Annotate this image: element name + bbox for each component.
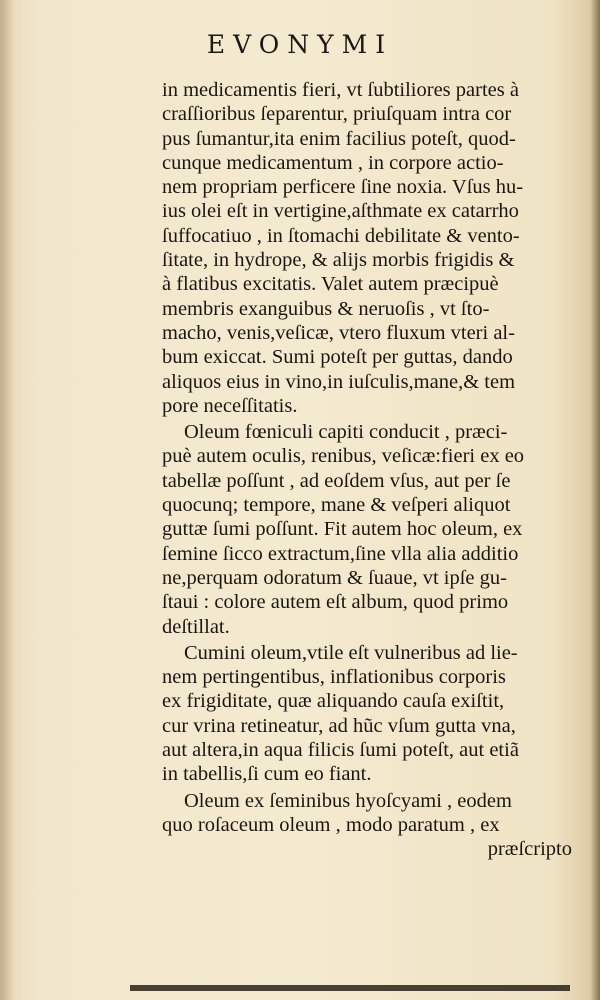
text-line: quo roſaceum oleum , modo paratum , ex [162,813,500,836]
bottom-rule [130,985,570,991]
text-line: ne,perquam odoratum & ſuaue, vt ipſe gu- [162,566,507,589]
text-line: quocunq; tempore, mane & veſperi aliquot [162,494,511,517]
text-line: ſemine ſicco extractum,ſine vlla alia additio [162,542,519,565]
text-line: puè autem oculis, renibus, veſicæ:fieri ex eo [162,445,525,468]
body-text [162,78,582,862]
text-line: à flatibus excitatis. Valet autem præcipuè [162,273,499,296]
text-line: in tabellis,ſi cum eo fiant. [162,763,372,786]
text-line: tabellæ poſſunt , ad eoſdem vſus, aut per ſe [162,469,511,492]
text-line: guttæ ſumi poſſunt. Fit autem hoc oleum, ex [162,518,523,541]
text-line: cur vrina retineatur, ad hũc vſum gutta vna, [162,714,516,737]
text-line: craſſioribus ſeparentur, priuſquam intra cor [162,103,512,126]
text-line: Cumini oleum,vtile eſt vulneribus ad lie- [184,641,518,664]
text-line: membris exanguibus & neruoſis , vt ſto- [162,297,490,320]
text-line: deſtillat. [162,615,230,638]
running-header: EVONYMI [206,30,394,59]
text-line: cunque medicamentum , in corpore actio- [162,151,504,174]
text-line: ex frigiditate, quæ aliquando cauſa exiſtit, [162,690,505,713]
text-line: aliquos eius in vino,in iuſculis,mane,& tem [162,370,516,393]
paragraph [162,641,582,787]
text-line: macho, venis,veſicæ, vtero fluxum vteri al- [162,321,515,344]
text-line: ſitate, in hydrope, & alijs morbis frigidis & [162,249,515,272]
text-line: pus ſumantur,ita enim facilius poteſt, quod- [162,127,516,150]
page-edge [590,0,600,1000]
text-line: nem pertingentibus, inflationibus corporis [162,666,506,689]
catchword: præſcripto [487,838,572,861]
paragraph [162,789,582,838]
text-line: bum exiccat. Sumi poteſt per guttas, dando [162,346,513,369]
paragraph [162,420,582,639]
text-line: Oleum fœniculi capiti conducit , præci- [184,421,508,444]
text-line: in medicamentis fieri, vt ſubtiliores partes à [162,79,519,101]
text-line: aut altera,in aqua filicis ſumi poteſt, aut etiã [162,739,519,762]
gutter-shadow [0,0,14,1000]
text-line: ſtaui : colore autem eſt album, quod primo [162,591,509,614]
text-line: nem propriam perficere ſine noxia. Vſus hu- [162,176,524,199]
text-line: ſuffocatiuo , in ſtomachi debilitate & vento- [162,224,520,247]
paragraph [162,78,582,418]
text-line: Oleum ex ſeminibus hyoſcyami , eodem [184,789,512,812]
text-line: pore neceſſitatis. [162,394,298,417]
text-line: ius olei eſt in vertigine,aſthmate ex catarrho [162,200,519,223]
